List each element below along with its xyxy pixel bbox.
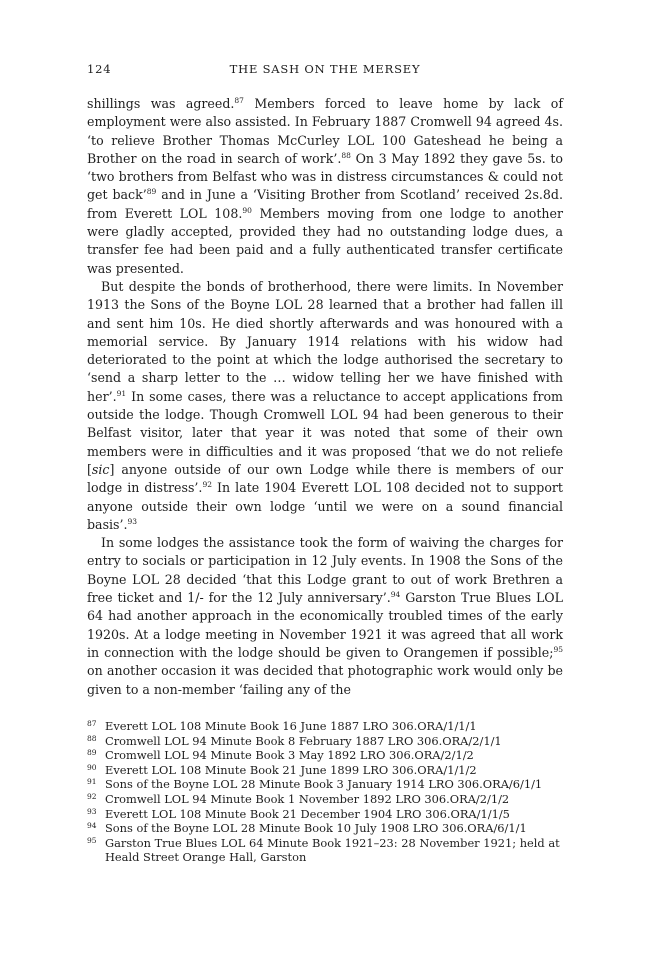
footnote [87, 763, 563, 778]
text-run: shillings was agreed. [87, 96, 235, 111]
text-run: Garston True Blues LOL 64 had another approach in the economically troubled times of the early 1920s. At a lodge meeting in November 1921 it was agreed that all work in connection with the lodge should be given to Orangemen if possible; [87, 590, 563, 660]
body-paragraph [87, 95, 563, 278]
footnote-reference: 87 [234, 95, 244, 105]
footnote-text: Sons of the Boyne LOL 28 Minute Book 3 January 1914 LRO 306.ORA/6/1/1 [105, 777, 543, 792]
text-run: on another occasion it was decided that photographic work would only be given to a non-member ‘failing any of the [87, 663, 563, 697]
footnote-reference: 89 [146, 187, 157, 197]
body-text [87, 95, 563, 699]
footnote-text: Garston True Blues LOL 64 Minute Book 1921–23: 28 November 1921; held at Heald Street Orange Hall, Garston [105, 835, 560, 865]
footnote [87, 777, 563, 792]
footnote [87, 807, 563, 822]
footnotes [87, 719, 563, 865]
footnote-text: Everett LOL 108 Minute Book 16 June 1887 LRO 306.ORA/1/1/1 [105, 719, 477, 733]
footnote-number: 87 [87, 719, 97, 728]
footnote-reference: 95 [553, 644, 563, 654]
footnote [87, 836, 563, 865]
text-run: and in June a ‘Visiting Brother from Scotland’ received 2s.8d. from Everett LOL 108. [87, 187, 563, 221]
text-run: In some cases, there was a reluctance to accept applications from outside the lodge. Though Cromwell LOL 94 had been generous to their Belfast visitor, later that year it was noted that some of their own members were in difficulties and it was proposed ‘that we do not reliefe [ [87, 388, 563, 477]
footnote-text: Cromwell LOL 94 Minute Book 1 November 1892 LRO 306.ORA/2/1/2 [105, 791, 510, 806]
footnote-reference: 90 [242, 205, 252, 215]
footnote-text: Everett LOL 108 Minute Book 21 June 1899 LRO 306.ORA/1/1/2 [105, 762, 477, 777]
footnote-reference: 92 [202, 480, 212, 490]
footnote-text: Cromwell LOL 94 Minute Book 3 May 1892 LRO 306.ORA/2/1/2 [105, 748, 474, 763]
footnote-number: 93 [87, 806, 97, 816]
footnote-number: 89 [87, 748, 97, 758]
footnote-number: 91 [87, 777, 97, 787]
footnote-reference: 94 [390, 589, 401, 599]
text-run: Members forced to leave home by lack of employment were also assisted. In February 1887 Cromwell 94 agreed 4s. ‘to relieve Brother Thomas McCurley LOL 100 Gateshead he being a Brother on the road in search of work’. [87, 96, 563, 166]
footnote-number: 90 [87, 762, 97, 772]
footnote-number: 95 [87, 835, 97, 845]
running-title: THE SASH ON THE MERSEY [229, 62, 421, 76]
footnote-reference: 91 [116, 388, 127, 398]
footnote [87, 748, 563, 763]
footnote-number: 88 [87, 733, 97, 743]
page-header [87, 62, 563, 78]
text-run: On 3 May 1892 they gave 5s. to ‘two brothers from Belfast who was in distress circumstances & could not get back’ [87, 150, 563, 203]
text-run: ] anyone outside of our own Lodge while there is members of our lodge in distress’. [87, 461, 563, 496]
footnote-text: Cromwell LOL 94 Minute Book 8 February 1887 LRO 306.ORA/2/1/1 [105, 733, 502, 748]
page-number: 124 [87, 62, 112, 76]
italic-text: sic [91, 461, 110, 477]
text-run: In some lodges the assistance took the form of waiving the charges for entry to socials or participation in 12 July events. In 1908 the Sons of the Boyne LOL 28 decided ‘that this Lodge grant to out of work Brethren a free ticket and 1/- for the 12 July anniversary’. [87, 535, 563, 606]
text-run: Members moving from one lodge to another were gladly accepted, provided they had no outstanding lodge dues, a transfer fee had been paid and a fully authenticated transfer certificate was presented. [87, 205, 563, 276]
footnote [87, 719, 563, 734]
footnote-number: 92 [87, 791, 97, 801]
footnote [87, 734, 563, 749]
text-run: But despite the bonds of brotherhood, there were limits. In November 1913 the Sons of the Boyne LOL 28 learned that a brother had fallen ill and sent him 10s. He died shortly afterwards and was honoured with a memorial service. By January 1914 relations with his widow had deteriorated to the point at which the lodge authorised the secretary to ‘send a sharp letter to the … widow telling her we have finished with her’. [87, 278, 563, 404]
footnote-reference: 88 [341, 150, 351, 160]
body-paragraph [87, 278, 563, 534]
footnote [87, 821, 563, 836]
footnote-text: Everett LOL 108 Minute Book 21 December 1904 LRO 306.ORA/1/1/5 [105, 806, 510, 821]
footnote [87, 792, 563, 807]
footnote-number: 94 [87, 821, 97, 831]
footnote-text: Sons of the Boyne LOL 28 Minute Book 10 July 1908 LRO 306.ORA/6/1/1 [105, 821, 527, 836]
body-paragraph [87, 534, 563, 699]
footnote-reference: 93 [127, 516, 138, 526]
text-run: In late 1904 Everett LOL 108 decided not to support anyone outside their own lodge ‘until we were on a sound financial basis’. [87, 480, 563, 532]
